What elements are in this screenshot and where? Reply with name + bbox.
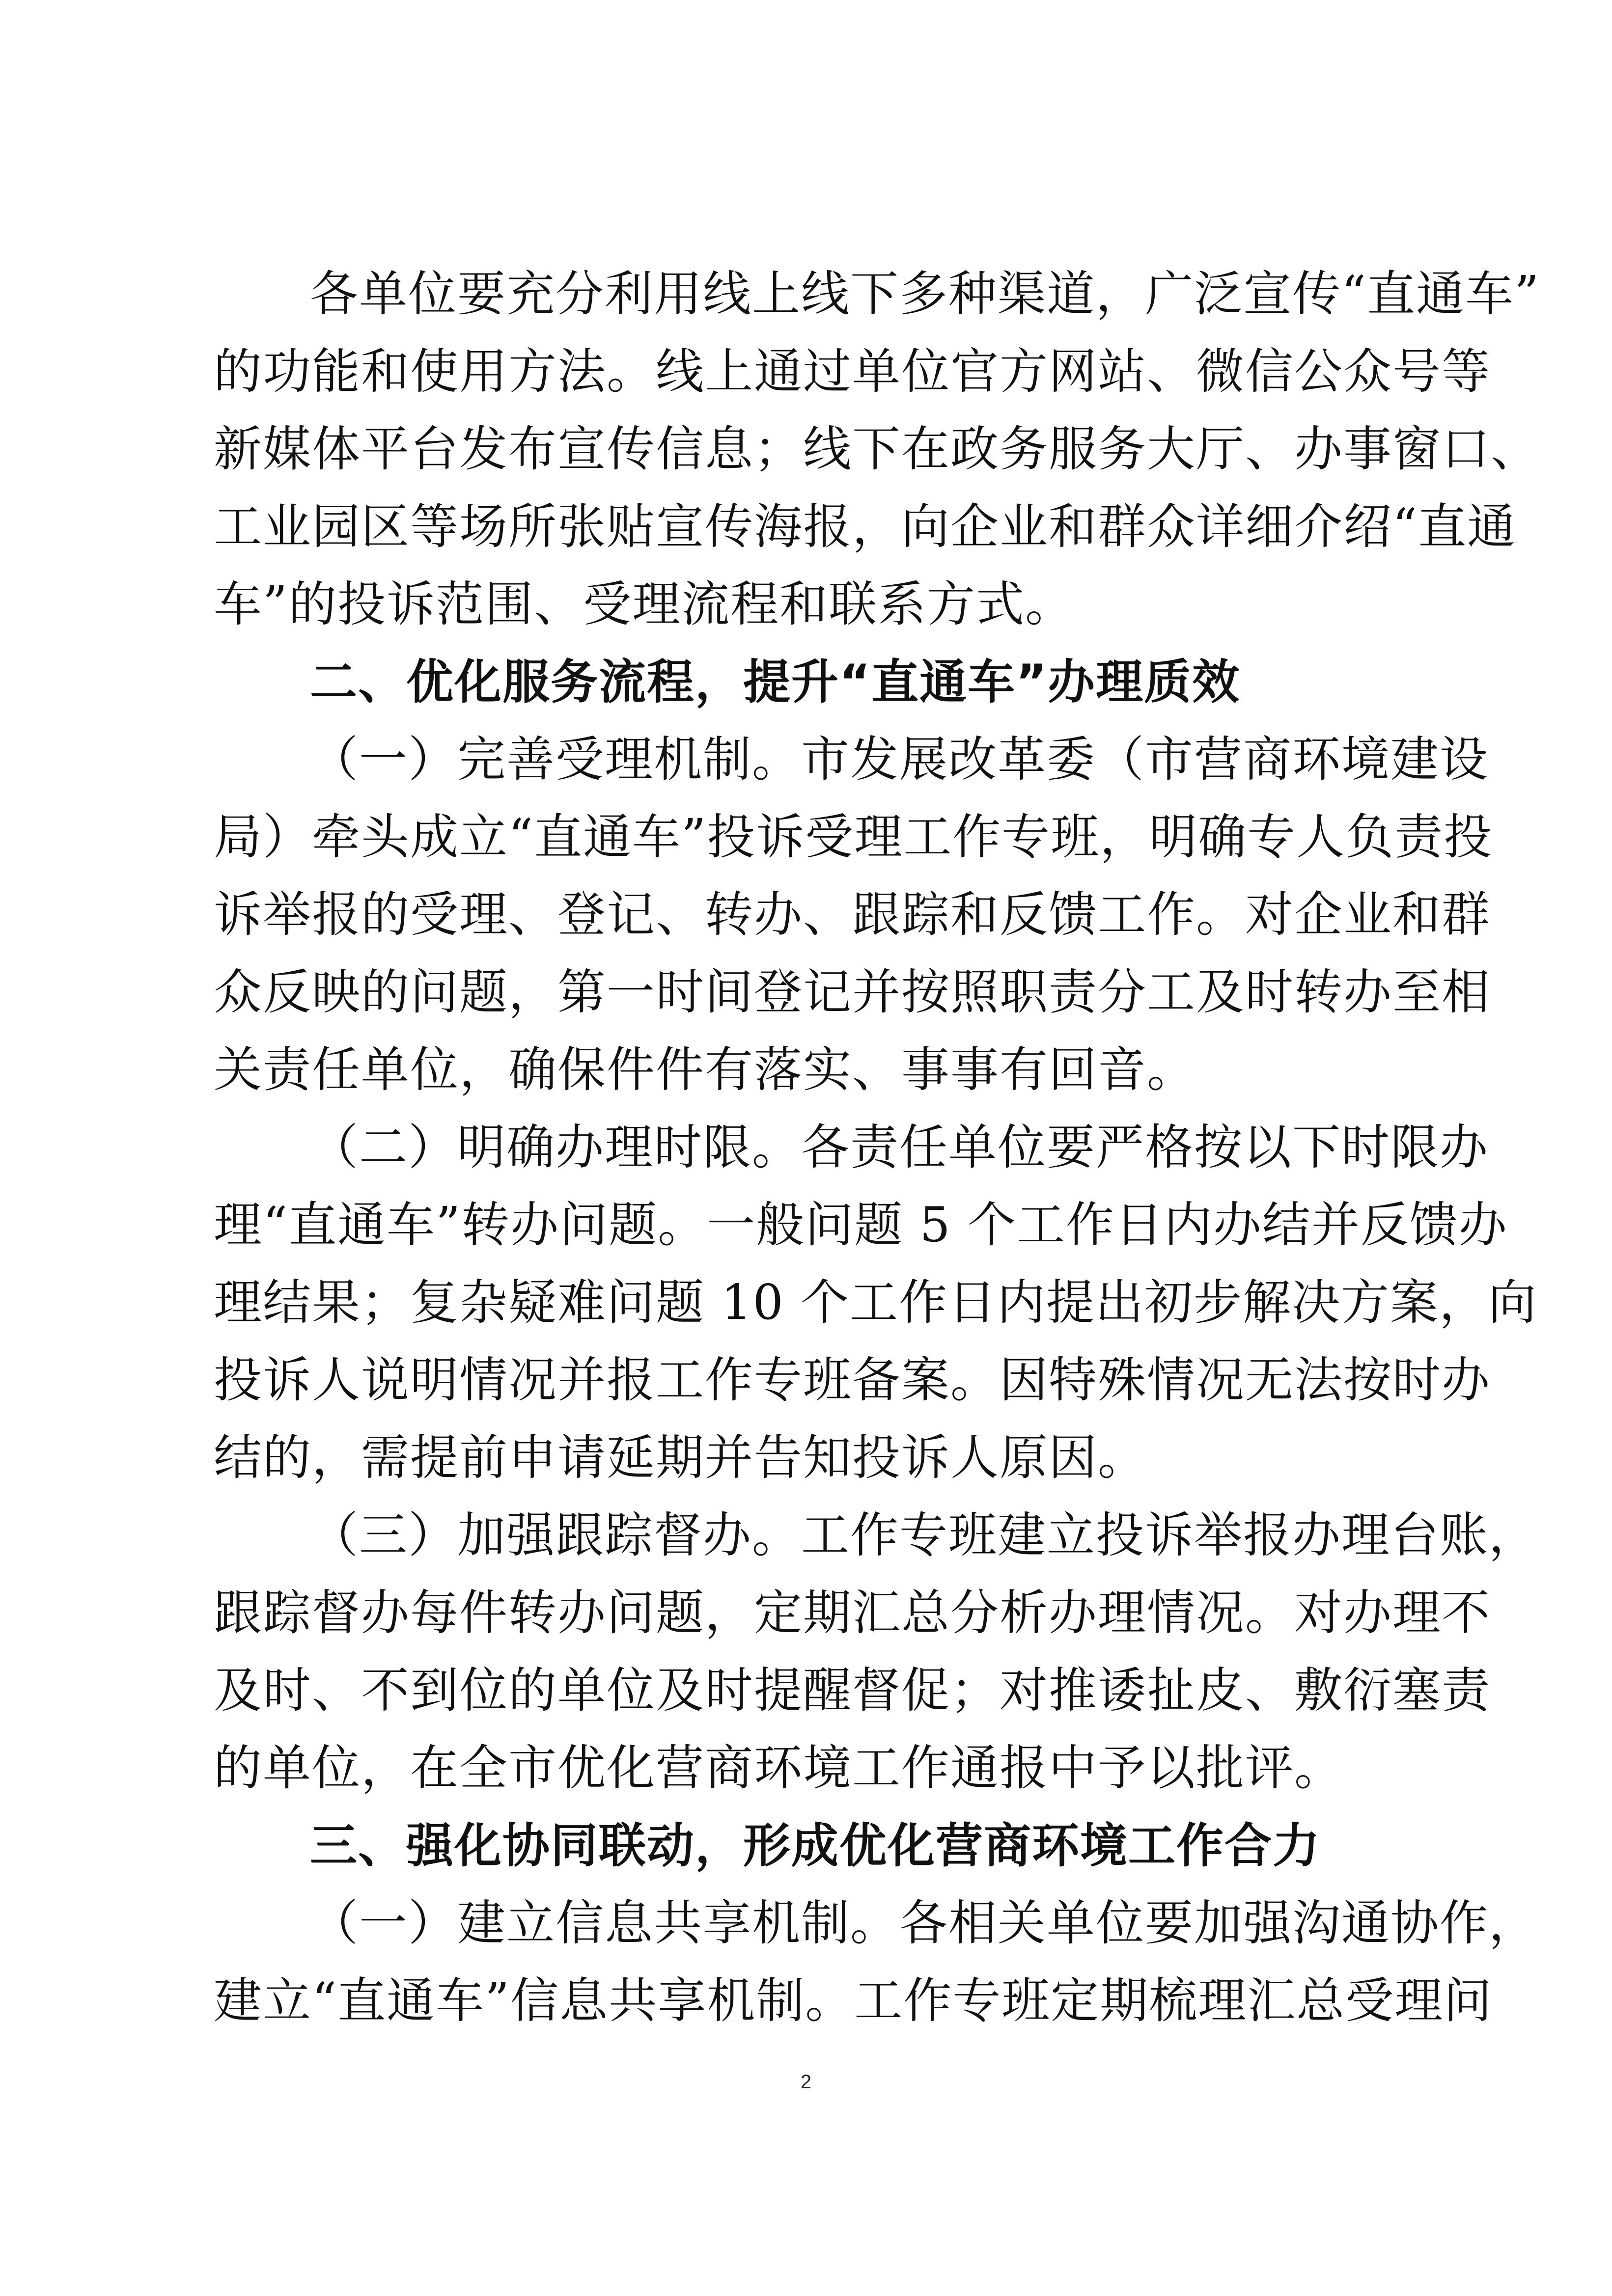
paragraph-line: 及时、不到位的单位及时提醒督促；对推诿扯皮、敷衍塞责 [214,1663,1491,1719]
paragraph-line: 理结果；复杂疑难问题 10 个工作日内提出初步解决方案，向 [214,1275,1538,1331]
paragraph-line: 的单位，在全市优化营商环境工作通报中予以批评。 [214,1740,1344,1796]
body-text [214,255,1540,2040]
paragraph-line: 工业园区等场所张贴宣传海报，向企业和群众详细介绍“直通 [214,499,1517,555]
paragraph-line: 各单位要充分利用线上线下多种渠道，广泛宣传“直通车” [310,266,1540,322]
paragraph-line: 的功能和使用方法。线上通过单位官方网站、微信公众号等 [214,344,1491,400]
paragraph-line: 众反映的问题，第一时间登记并按照职责分工及时转办至相 [214,964,1491,1020]
paragraph-line: 结的，需提前申请延期并告知投诉人原因。 [214,1430,1147,1486]
paragraph-line: 局）牵头成立“直通车”投诉受理工作专班，明确专人负责投 [214,809,1493,865]
paragraph-line: 关责任单位，确保件件有落实、事事有回音。 [214,1042,1196,1098]
section-heading-2: 二、优化服务流程，提升“直通车”办理质效 [310,655,1241,710]
paragraph-line: 理“直通车”转办问题。一般问题 5 个工作日内办结并反馈办 [214,1197,1508,1253]
paragraph-line: （二）明确办理时限。各责任单位要严格按以下时限办 [310,1120,1489,1175]
page-number: 2 [800,2071,812,2093]
paragraph-line: 跟踪督办每件转办问题，定期汇总分析办理情况。对办理不 [214,1585,1491,1641]
paragraph-line: 诉举报的受理、登记、转办、跟踪和反馈工作。对企业和群 [214,887,1491,943]
paragraph-line: （一）建立信息共享机制。各相关单位要加强沟通协作， [310,1895,1538,1951]
paragraph-line: （一）完善受理机制。市发展改革委（市营商环境建设 [310,732,1489,788]
paragraph-line: 建立“直通车”信息共享机制。工作专班定期梳理汇总受理问 [214,1973,1493,2029]
section-heading-3: 三、强化协同联动，形成优化营商环境工作合力 [310,1818,1321,1873]
paragraph-line: （三）加强跟踪督办。工作专班建立投诉举报办理台账， [310,1507,1538,1563]
paragraph-line: 投诉人说明情况并报工作专班备案。因特殊情况无法按时办 [214,1352,1491,1408]
paragraph-line: 车”的投诉范围、受理流程和联系方式。 [214,576,1075,632]
paragraph-line: 新媒体平台发布宣传信息；线下在政务服务大厅、办事窗口、 [214,421,1540,477]
